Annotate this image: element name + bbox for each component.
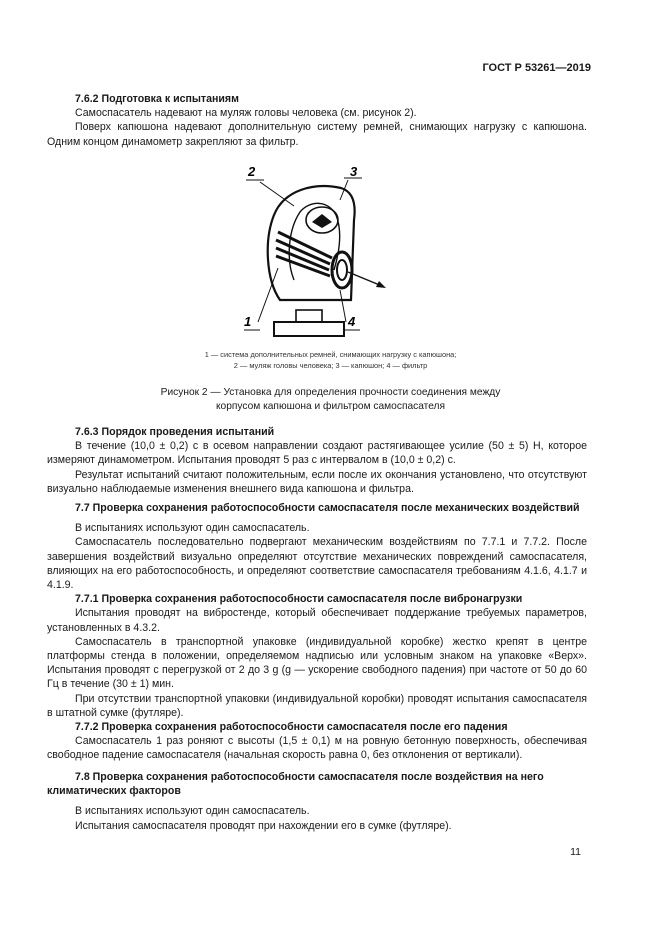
paragraph: Поверх капюшона надевают дополнительную систему ремней, снимающих нагрузку с капюшона. Одним концом динамометр закрепляют за фильтр. bbox=[47, 121, 587, 148]
force-arrow-head bbox=[376, 281, 386, 288]
paragraph: В испытаниях используют один самоспасатель. bbox=[75, 522, 310, 535]
section-title: 7.7 Проверка сохранения работоспособности самоспасателя после механических воздействий bbox=[75, 502, 580, 514]
caption-line: корпусом капюшона и фильтром самоспасателя bbox=[215, 400, 446, 412]
filter bbox=[332, 252, 352, 288]
section-7-6-2 bbox=[47, 92, 587, 149]
section-title: 7.6.3 Порядок проведения испытаний bbox=[75, 426, 275, 438]
paragraph: Самоспасатель в транспортной упаковке (индивидуальной коробке) жестко крепят в центре платформы стенда в положении, определяемом надписью или условным знаком на упаковке «Верх». Испытания проводят с перегрузкой от 2 до 3 g (g — ускорение свободного падения) при частоте от 50 до 60 Гц в течение (30 ± 1) мин. bbox=[47, 635, 587, 691]
hood-test-setup-drawing bbox=[236, 160, 406, 340]
stand-neck bbox=[296, 310, 322, 322]
section-title: 7.7.2 Проверка сохранения работоспособности самоспасателя после его падения bbox=[75, 721, 508, 734]
section-7-8 bbox=[47, 770, 587, 833]
callout-4: 4 bbox=[348, 314, 356, 329]
callout-1: 1 bbox=[244, 314, 252, 329]
legend-line: 1 — система дополнительных ремней, снимающих нагрузку с капюшона; bbox=[204, 350, 457, 359]
callout-2: 2 bbox=[248, 164, 256, 179]
eyes-mark bbox=[312, 214, 332, 228]
paragraph: При отсутствии транспортной упаковки (индивидуальной коробки) проводят испытания самоспасателя в штатной сумке (футляре). bbox=[47, 692, 587, 719]
figure-caption bbox=[0, 386, 661, 413]
paragraph: Самоспасатель 1 раз роняют с высоты (1,5 ± 0,1) м на ровную бетонную поверхность, обеспечивая свободное падение самоспасателя (начальная скорость равна 0, без отклонения от вертикали). bbox=[47, 735, 587, 762]
stand-base bbox=[274, 322, 344, 336]
leader-4 bbox=[340, 290, 346, 322]
paragraph: В испытаниях используют один самоспасатель. bbox=[75, 805, 310, 818]
strap-system bbox=[276, 232, 332, 276]
paragraph: Испытания проводят на вибростенде, который обеспечивает поддержание требуемых параметров, установленных в 4.3.2. bbox=[47, 607, 587, 634]
paragraph: В течение (10,0 ± 0,2) с в осевом направлении создают растягивающее усилие (50 ± 5) Н, которое измеряют динамометром. Испытания проводят 5 раз с интервалом в (10,0 ± 0,2) с. bbox=[47, 440, 587, 467]
callout-3: 3 bbox=[350, 164, 358, 179]
section-7-7 bbox=[47, 501, 587, 763]
paragraph: Результат испытаний считают положительным, если после их окончания установлено, что отсутствуют визуально наблюдаемые изменения внешнего вида капюшона и фильтра. bbox=[47, 468, 587, 495]
leader-2 bbox=[260, 182, 294, 206]
filter-inner bbox=[337, 260, 347, 280]
section-title: 7.8 Проверка сохранения работоспособности самоспасателя после воздействия на него климатических факторов bbox=[47, 771, 544, 798]
section-title: 7.6.2 Подготовка к испытаниям bbox=[75, 93, 239, 105]
paragraph: Самоспасатель надевают на муляж головы человека (см. рисунок 2). bbox=[75, 107, 417, 120]
leader-1 bbox=[258, 268, 278, 322]
section-7-6-3 bbox=[47, 425, 587, 496]
page-number: 11 bbox=[570, 846, 581, 858]
paragraph: Испытания самоспасателя проводят при нахождении его в сумке (футляре). bbox=[75, 819, 452, 832]
figure-legend bbox=[0, 349, 661, 371]
caption-line: Рисунок 2 — Установка для определения прочности соединения между bbox=[160, 387, 501, 398]
force-arrow-line bbox=[348, 272, 382, 286]
paragraph: Самоспасатель последовательно подвергают механическим воздействиям по 7.7.1 и 7.7.2. После завершения воздействий визуально определяют отсутствие механических повреждений самоспасателя, влияющих на его работоспособность, и определяют соответствие самоспасателя требованиям 4.1.6, 4.1.7 и 4.1.9. bbox=[47, 536, 587, 592]
legend-line: 2 — муляж головы человека; 3 — капюшон; 4 — фильтр bbox=[233, 361, 428, 370]
standard-number: ГОСТ Р 53261—2019 bbox=[482, 62, 591, 74]
section-title: 7.7.1 Проверка сохранения работоспособности самоспасателя после вибронагрузки bbox=[75, 593, 523, 606]
